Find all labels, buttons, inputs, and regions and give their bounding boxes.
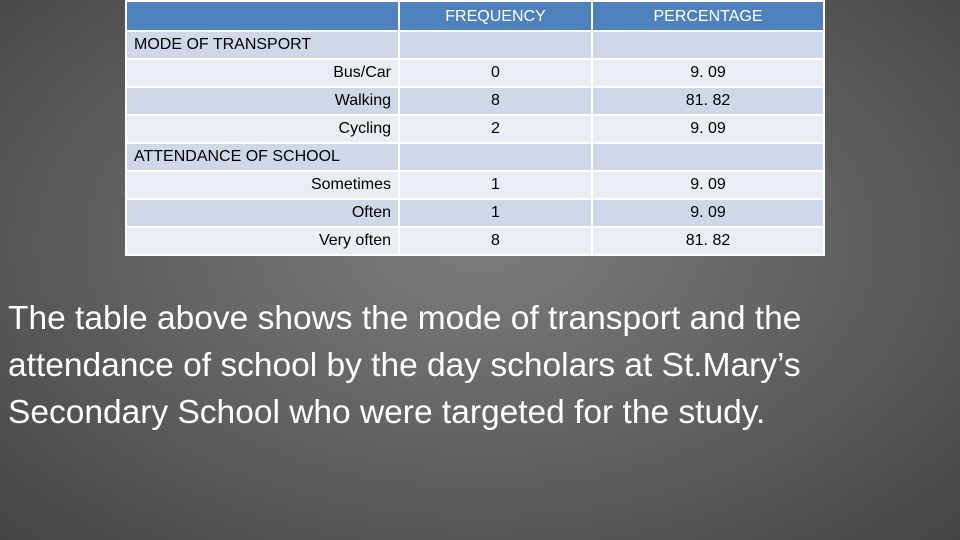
percentage-cell: 9. 09 [592,199,824,227]
frequency-cell: 8 [399,227,592,255]
frequency-cell: 1 [399,199,592,227]
table-row [126,59,824,87]
section-title: ATTENDANCE OF SCHOOL [126,143,399,171]
frequency-cell: 8 [399,87,592,115]
empty-cell [592,143,824,171]
category-cell: Very often [126,227,399,255]
header-percentage: PERCENTAGE [592,1,824,31]
category-cell: Bus/Car [126,59,399,87]
percentage-cell: 9. 09 [592,59,824,87]
table-row [126,227,824,255]
frequency-cell: 2 [399,115,592,143]
section-title: MODE OF TRANSPORT [126,31,399,59]
table-row [126,87,824,115]
empty-cell [399,31,592,59]
section-row-attendance [126,143,824,171]
caption-text: The table above shows the mode of transport and the attendance of school by the day scholars at St.Mary’s Secondary School who were targeted for the study. [8,300,802,431]
category-cell: Walking [126,87,399,115]
table-row [126,115,824,143]
data-table [125,0,825,256]
percentage-cell: 9. 09 [592,115,824,143]
empty-cell [592,31,824,59]
table-row [126,171,824,199]
frequency-cell: 0 [399,59,592,87]
header-cell-blank [126,1,399,31]
percentage-cell: 9. 09 [592,171,824,199]
frequency-cell: 1 [399,171,592,199]
percentage-cell: 81. 82 [592,227,824,255]
section-row-transport [126,31,824,59]
category-cell: Sometimes [126,171,399,199]
category-cell: Cycling [126,115,399,143]
empty-cell [399,143,592,171]
table-row [126,199,824,227]
header-frequency: FREQUENCY [399,1,592,31]
category-cell: Often [126,199,399,227]
percentage-cell: 81. 82 [592,87,824,115]
table-header-row [126,1,824,31]
